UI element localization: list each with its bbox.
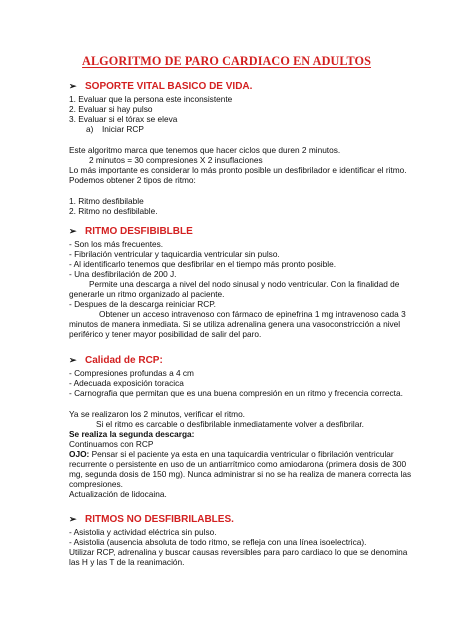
text-line: - Fibrilación ventricular y taquicardia ventricular sin pulso. (69, 249, 280, 259)
text-line: minutos de manera inmediata. Si se utiliza adrenalina genera una vasoconstricción a nivel (69, 319, 401, 329)
text-line: - Una desfibrilación de 200 J. (69, 269, 177, 279)
list-item: 1. Ritmo desfibilable (69, 196, 144, 206)
text-line: Podemos obtener 2 tipos de ritmo: (69, 175, 196, 185)
text-line: Si el ritmo es carcable o desfibrilable inmediatamente volver a desfibrilar. (96, 419, 364, 429)
text-line: - Despues de la descarga reiniciar RCP. (69, 299, 216, 309)
text-line: las H y las T de la reanimación. (69, 557, 185, 567)
text-line: 2. Evaluar si hay pulso (69, 104, 153, 114)
text-line: compresiones. (69, 479, 123, 489)
text-line: - Adecuada exposición toracica (69, 378, 184, 388)
text-line: - Son los más frecuentes. (69, 239, 164, 249)
text-line: Este algoritmo marca que tenemos que hacer ciclos que duren 2 minutos. (69, 145, 341, 155)
text-line: Actualización de lidocaina. (69, 489, 167, 499)
text-line: 1. Evaluar que la persona este inconsistente (69, 94, 233, 104)
text-line: - Asistolia y actividad eléctrica sin pulso. (69, 527, 217, 537)
text-line: Continuamos con RCP (69, 439, 154, 449)
sub-item-text: Iniciar RCP (102, 124, 144, 134)
text-line: Permite una descarga a nivel del nodo sinusal y nodo ventricular. Con la finalidad de (89, 279, 400, 289)
text-line: - Carnografia que permitan que es una buena compresión en un ritmo y frecencia correcta. (69, 388, 403, 398)
text-line: Ya se realizaron los 2 minutos, verificar el ritmo. (69, 409, 245, 419)
text-line: generarle un ritmo organizado al paciente. (69, 289, 225, 299)
text-line: - Asistolia (ausencia absoluta de todo ritmo, se refleja con una línea isoelectrica). (69, 537, 367, 547)
arrow-bullet-icon: ➢ (69, 226, 77, 236)
arrow-bullet-icon: ➢ (69, 81, 77, 91)
heading-soporte-vital: ➢ SOPORTE VITAL BASICO DE VIDA. (69, 81, 253, 92)
text-line: - Al identificarlo tenemos que desfibrilar en el tiempo más pronto posible. (69, 259, 337, 269)
text-line: Utilizar RCP, adrenalina y buscar causas reversibles para paro cardiaco lo que se denomina (69, 547, 408, 557)
text-line: periférico y tener mayor posibilidad de salir del paro. (69, 329, 262, 339)
text-line: - Compresiones profundas a 4 cm (69, 368, 194, 378)
list-item: 2. Ritmo no desfibilable. (69, 206, 158, 216)
subheading-segunda-descarga: Se realiza la segunda descarga: (69, 429, 195, 439)
ojo-line: OJO: Pensar si el paciente ya esta en una taquicardia ventricular o fibrilación ventricular (69, 449, 394, 459)
text-line: recurrente o persistente en uso de un antiarrítmico como amiodarona (primera dosis de 300 (69, 459, 407, 469)
text-line: 3. Evaluar si el tórax se eleva (69, 114, 178, 124)
heading-ritmos-no-desfibrilables: ➢ RITMOS NO DESFIBRILABLES. (69, 514, 234, 525)
text-line: Obtener un acceso intravenoso con fármaco de epinefrina 1 mg intravenoso cada 3 (99, 309, 406, 319)
ojo-label: OJO: (69, 449, 90, 459)
arrow-bullet-icon: ➢ (69, 514, 77, 524)
arrow-bullet-icon: ➢ (69, 355, 77, 365)
text-line: Lo más importante es considerar lo más pronto posible un desfibrilador e identificar el ritmo. (69, 165, 407, 175)
heading-ritmo-desfibrilable: ➢ RITMO DESFIBIBLBLE (69, 226, 193, 237)
document-title: ALGORITMO DE PARO CARDIACO EN ADULTOS (82, 54, 371, 68)
sub-item-marker: a) (86, 124, 94, 134)
heading-calidad-rcp: ➢ Calidad de RCP: (69, 355, 163, 366)
text-line: 2 minutos = 30 compresiones X 2 insuflaciones (89, 155, 263, 165)
text-line: mg, segunda dosis de 150 mg). Nunca administrar si no se ha realiza de manera correcta las (69, 469, 412, 479)
